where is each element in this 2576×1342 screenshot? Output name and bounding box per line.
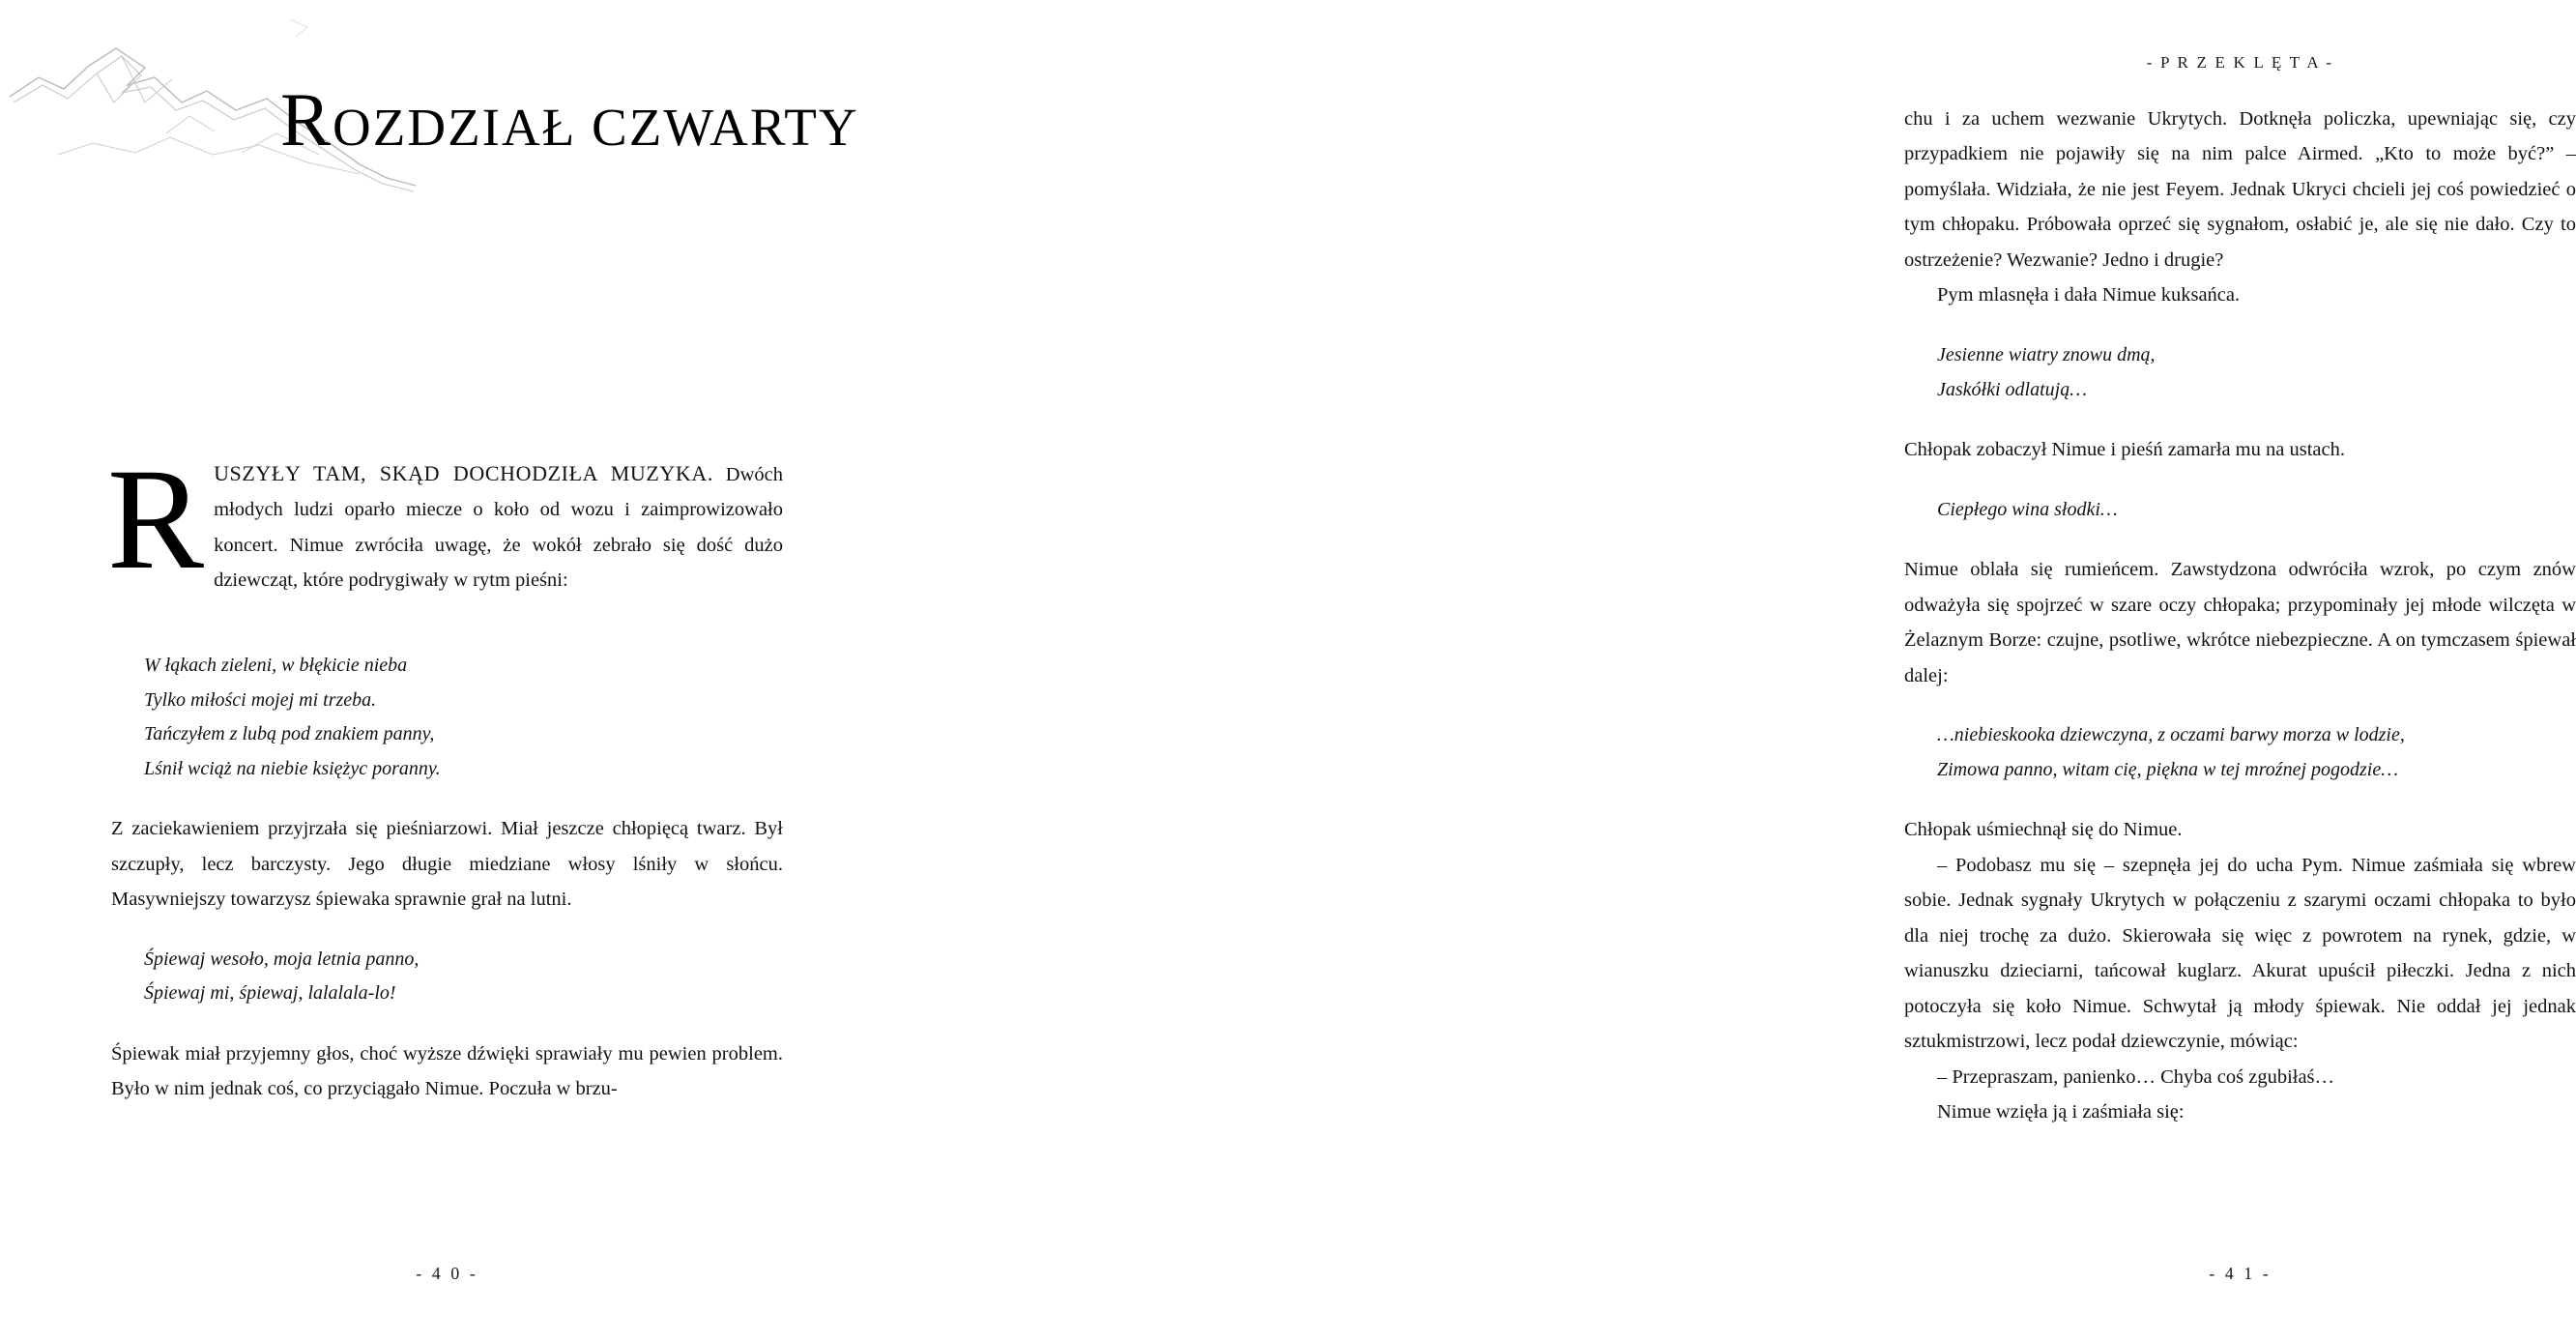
verse-line: Śpiewaj wesoło, moja letnia panno, <box>144 948 420 970</box>
verse-line: Jaskółki odlatują… <box>1937 378 2087 400</box>
left-page <box>0 0 884 1342</box>
verse-line: W łąkach zieleni, w błękicie nieba <box>144 654 408 676</box>
verse-line: Jesienne wiatry znowu dmą, <box>1937 343 2156 365</box>
verse-block-2 <box>1904 493 2576 528</box>
chapter-title-rest: OZDZIAŁ CZWARTY <box>333 98 859 157</box>
body-paragraph: Nimue oblała się rumieńcem. Zawstydzona odwróciła wzrok, po czym znów odważyła się spojrzeć w szare oczy chłopaka; przypominały jej młode wilczęta w Żelaznym Borze: czujne, psotliwe, wkrótce niebezpieczne. A on tymczasem śpiewał dalej: <box>1904 559 2576 686</box>
drop-cap: R <box>107 439 205 599</box>
verse-line: Tylko miłości mojej mi trzeba. <box>144 688 377 711</box>
verse-block-1 <box>111 649 783 786</box>
left-page-text-column <box>107 439 783 1107</box>
verse-block-3 <box>1904 718 2576 787</box>
verse-line: Ciepłego wina słodki… <box>1937 498 2118 520</box>
verse-line: Zimowa panno, witam cię, piękna w tej mroźnej pogodzie… <box>1937 758 2399 780</box>
body-paragraph: – Przepraszam, panienko… Chyba coś zgubiłaś… <box>1937 1065 2335 1088</box>
opening-body-text: Dwóch młodych ludzi oparło miecze o koło od wozu i zaimprowizowało koncert. Nimue zwróciła uwagę, że wokół zebrało się dość dużo dziewcząt, które podrygiwały w rytm pieśni: <box>214 464 783 592</box>
verse-line: Śpiewaj mi, śpiewaj, lalalala-lo! <box>144 982 396 1005</box>
page-number-left: - 4 0 - <box>416 1264 478 1283</box>
body-paragraph: – Podobasz mu się – szepnęła jej do ucha Pym. Nimue zaśmiała się wbrew sobie. Jednak sygnały Ukrytych w połączeniu z szarymi oczami chłopaka to było dla niej trochę za dużo. Skierowała się więc z powrotem na rynek, gdzie, w wianuszku dzieciarni, tańcował kuglarz. Akurat upuścił piłeczki. Jedna z nich potoczyła się koło Nimue. Schwytał ją młody śpiewak. Nie oddał jej jednak sztukmistrzowi, lecz podał dziewczynie, mówiąc: <box>1904 854 2576 1053</box>
opening-small-caps: USZYŁY TAM, SKĄD DOCHODZIŁA MUZYKA. <box>214 461 713 485</box>
right-page-text-column <box>1904 102 2576 1130</box>
body-paragraph: Śpiewak miał przyjemny głos, choć wyższe dźwięki sprawiały mu pewien problem. Było w nim jednak coś, co przyciągało Nimue. Poczuła w brzu- <box>111 1042 783 1100</box>
body-paragraph: Chłopak zobaczył Nimue i pieśń zamarła mu na ustach. <box>1904 439 2345 461</box>
verse-line: …niebieskooka dziewczyna, z oczami barwy morza w lodzie, <box>1937 724 2405 746</box>
body-paragraph: Chłopak uśmiechnął się do Nimue. <box>1904 819 2183 841</box>
body-paragraph: Z zaciekawieniem przyjrzała się pieśniarzowi. Miał jeszcze chłopięcą twarz. Był szczupły, lecz barczysty. Jego długie miedziane włosy lśniły w słońcu. Masywniejszy towarzysz śpiewaka sprawnie grał na lutni. <box>111 818 783 911</box>
body-paragraph: Nimue wzięła ją i zaśmiała się: <box>1937 1101 2185 1123</box>
verse-line: Tańczyłem z lubą pod znakiem panny, <box>144 723 435 745</box>
page-number-right: - 4 1 - <box>2209 1264 2272 1283</box>
right-page <box>884 0 2576 1342</box>
chapter-title-first-letter: R <box>280 77 333 161</box>
body-paragraph: chu i za uchem wezwanie Ukrytych. Dotknęła policzka, upewniając się, czy przypadkiem nie pojawiły się na nim palce Airmed. „Kto to może być?” – pomyślała. Widziała, że nie jest Feyem. Jednak Ukryci chcieli jej coś powiedzieć o tym chłopaku. Próbowała oprzeć się sygnałom, osłabić je, ale się nie dało. Czy to ostrzeżenie? Wezwanie? Jedno i drugie? <box>1904 108 2576 271</box>
chapter-title <box>280 77 859 161</box>
verse-block-2 <box>111 943 783 1011</box>
verse-block-1 <box>1904 338 2576 407</box>
body-paragraph: Pym mlasnęła i dała Nimue kuksańca. <box>1937 284 2241 306</box>
running-head: - P R Z E K L Ę T A - <box>2146 53 2334 72</box>
opening-paragraph <box>107 439 783 599</box>
verse-line: Lśnił wciąż na niebie księżyc poranny. <box>144 757 441 779</box>
